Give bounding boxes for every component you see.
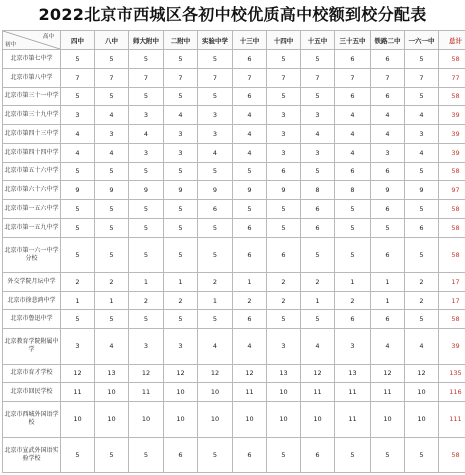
quota-cell: 7 [95, 68, 129, 87]
table-row [3, 106, 465, 125]
quota-cell: 5 [95, 237, 129, 272]
quota-cell: 3 [164, 143, 198, 162]
quota-cell: 2 [233, 291, 267, 310]
quota-cell: 12 [405, 364, 439, 383]
school-name-cell: 北京市回民学校 [3, 383, 61, 402]
corner-cell [3, 31, 61, 50]
quota-cell: 6 [198, 200, 233, 219]
quota-cell: 2 [164, 291, 198, 310]
table-row [3, 162, 465, 181]
quota-cell: 3 [267, 143, 301, 162]
quota-cell: 4 [233, 329, 267, 364]
quota-cell: 9 [198, 181, 233, 200]
total-cell: 58 [439, 87, 465, 106]
quota-cell: 1 [335, 272, 371, 291]
quota-cell: 6 [267, 162, 301, 181]
quota-cell: 12 [233, 364, 267, 383]
quota-cell: 5 [129, 218, 164, 237]
school-name-cell: 北京市第四十四中学 [3, 143, 61, 162]
school-name-cell: 北京教育学院附属中学 [3, 329, 61, 364]
total-cell: 17 [439, 291, 465, 310]
quota-cell: 6 [301, 200, 335, 219]
quota-cell: 8 [335, 181, 371, 200]
quota-cell: 7 [267, 68, 301, 87]
quota-cell: 2 [405, 291, 439, 310]
quota-cell: 5 [405, 200, 439, 219]
column-header: 二附中 [164, 31, 198, 50]
table-row [3, 50, 465, 69]
quota-cell: 10 [164, 402, 198, 437]
quota-cell: 10 [198, 383, 233, 402]
quota-cell: 2 [198, 272, 233, 291]
quota-cell: 10 [267, 402, 301, 437]
quota-cell: 5 [335, 237, 371, 272]
school-name-cell: 北京市第一六一中学分校 [3, 237, 61, 272]
quota-cell: 6 [267, 237, 301, 272]
quota-cell: 10 [371, 402, 405, 437]
quota-cell: 5 [129, 310, 164, 329]
quota-cell: 3 [61, 329, 95, 364]
quota-cell: 2 [61, 272, 95, 291]
quota-cell: 9 [233, 181, 267, 200]
quota-cell: 5 [301, 237, 335, 272]
quota-cell: 5 [164, 200, 198, 219]
quota-cell: 3 [129, 329, 164, 364]
quota-cell: 6 [301, 218, 335, 237]
quota-cell: 3 [95, 125, 129, 144]
quota-cell: 4 [233, 125, 267, 144]
quota-cell: 6 [164, 437, 198, 472]
quota-cell: 9 [95, 181, 129, 200]
quota-cell: 2 [267, 272, 301, 291]
table-row [3, 310, 465, 329]
quota-cell: 10 [164, 383, 198, 402]
quota-cell: 6 [233, 310, 267, 329]
quota-cell: 5 [371, 218, 405, 237]
column-header: 实验中学 [198, 31, 233, 50]
quota-cell: 5 [198, 87, 233, 106]
total-cell: 97 [439, 181, 465, 200]
quota-cell: 11 [61, 383, 95, 402]
quota-cell: 4 [371, 329, 405, 364]
total-cell: 58 [439, 200, 465, 219]
quota-cell: 5 [129, 200, 164, 219]
column-header: 十三中 [233, 31, 267, 50]
quota-cell: 13 [95, 364, 129, 383]
quota-cell: 5 [335, 437, 371, 472]
quota-cell: 5 [335, 200, 371, 219]
quota-cell: 5 [301, 50, 335, 69]
quota-cell: 5 [267, 87, 301, 106]
quota-cell: 4 [405, 143, 439, 162]
quota-cell: 6 [405, 218, 439, 237]
quota-cell: 4 [198, 143, 233, 162]
quota-cell: 5 [61, 200, 95, 219]
total-cell: 58 [439, 218, 465, 237]
quota-cell: 5 [164, 237, 198, 272]
quota-cell: 5 [95, 437, 129, 472]
quota-cell: 5 [267, 50, 301, 69]
quota-cell: 5 [95, 218, 129, 237]
school-name-cell: 北京市第三十九中学 [3, 106, 61, 125]
quota-cell: 8 [301, 181, 335, 200]
quota-cell: 9 [267, 181, 301, 200]
table-row [3, 218, 465, 237]
quota-cell: 6 [371, 50, 405, 69]
quota-cell: 5 [267, 310, 301, 329]
quota-cell: 6 [301, 437, 335, 472]
table-row [3, 237, 465, 272]
quota-cell: 5 [267, 437, 301, 472]
quota-cell: 10 [95, 402, 129, 437]
quota-cell: 2 [301, 272, 335, 291]
total-cell: 111 [439, 402, 465, 437]
quota-cell: 6 [233, 437, 267, 472]
quota-cell: 2 [129, 291, 164, 310]
quota-cell: 5 [61, 237, 95, 272]
quota-cell: 5 [198, 162, 233, 181]
quota-cell: 7 [371, 68, 405, 87]
quota-cell: 11 [301, 383, 335, 402]
quota-cell: 5 [129, 437, 164, 472]
quota-cell: 4 [164, 106, 198, 125]
quota-cell: 12 [371, 364, 405, 383]
table-row [3, 272, 465, 291]
quota-cell: 10 [267, 383, 301, 402]
quota-cell: 5 [129, 50, 164, 69]
quota-cell: 4 [335, 125, 371, 144]
quota-cell: 12 [198, 364, 233, 383]
quota-cell: 5 [61, 310, 95, 329]
quota-cell: 6 [335, 50, 371, 69]
quota-cell: 1 [233, 272, 267, 291]
school-name-cell: 北京市第四十三中学 [3, 125, 61, 144]
quota-cell: 10 [301, 402, 335, 437]
column-header: 一六一中 [405, 31, 439, 50]
quota-cell: 3 [198, 106, 233, 125]
quota-cell: 10 [405, 383, 439, 402]
quota-cell: 6 [371, 237, 405, 272]
quota-cell: 5 [267, 200, 301, 219]
quota-cell: 5 [95, 200, 129, 219]
quota-cell: 4 [198, 329, 233, 364]
school-name-cell: 北京市第一五九中学 [3, 218, 61, 237]
quota-cell: 1 [95, 291, 129, 310]
column-header: 师大附中 [129, 31, 164, 50]
quota-cell: 11 [335, 383, 371, 402]
quota-cell: 5 [61, 50, 95, 69]
quota-cell: 11 [335, 402, 371, 437]
total-cell: 17 [439, 272, 465, 291]
school-name-cell: 北京市西城外国语学校 [3, 402, 61, 437]
quota-cell: 12 [129, 364, 164, 383]
quota-cell: 4 [61, 125, 95, 144]
quota-cell: 7 [61, 68, 95, 87]
quota-cell: 13 [267, 364, 301, 383]
quota-cell: 1 [371, 272, 405, 291]
quota-cell: 4 [371, 125, 405, 144]
quota-cell: 5 [405, 87, 439, 106]
quota-cell: 5 [405, 237, 439, 272]
school-name-cell: 北京市鲁迅中学 [3, 310, 61, 329]
quota-cell: 6 [371, 162, 405, 181]
total-cell: 39 [439, 329, 465, 364]
quota-cell: 3 [335, 329, 371, 364]
school-name-cell: 北京市第三十一中学 [3, 87, 61, 106]
quota-cell: 2 [405, 272, 439, 291]
quota-cell: 6 [233, 50, 267, 69]
quota-cell: 9 [164, 181, 198, 200]
quota-cell: 10 [95, 383, 129, 402]
quota-cell: 5 [198, 237, 233, 272]
quota-cell: 6 [335, 87, 371, 106]
school-name-cell: 北京市徐悲鸿中学 [3, 291, 61, 310]
quota-cell: 5 [129, 87, 164, 106]
quota-cell: 11 [233, 383, 267, 402]
quota-cell: 10 [405, 402, 439, 437]
quota-cell: 9 [371, 181, 405, 200]
total-cell: 58 [439, 310, 465, 329]
page-title: 2022北京市西城区各初中校优质高中校额到校分配表 [38, 5, 427, 24]
table-row [3, 125, 465, 144]
quota-cell: 11 [371, 383, 405, 402]
column-header: 八中 [95, 31, 129, 50]
quota-cell: 3 [198, 125, 233, 144]
quota-cell: 6 [233, 87, 267, 106]
quota-cell: 10 [61, 402, 95, 437]
quota-cell: 2 [95, 272, 129, 291]
total-cell: 58 [439, 437, 465, 472]
table-row [3, 87, 465, 106]
allocation-table [2, 30, 465, 473]
header-row [3, 31, 465, 50]
total-cell: 77 [439, 68, 465, 87]
quota-cell: 5 [61, 437, 95, 472]
quota-cell: 5 [301, 310, 335, 329]
total-cell: 39 [439, 143, 465, 162]
quota-cell: 12 [301, 364, 335, 383]
total-cell: 58 [439, 237, 465, 272]
school-name-cell: 北京市育才学校 [3, 364, 61, 383]
quota-cell: 5 [198, 50, 233, 69]
quota-cell: 3 [129, 143, 164, 162]
school-name-cell: 北京市第八中学 [3, 68, 61, 87]
total-cell: 58 [439, 162, 465, 181]
quota-cell: 3 [267, 106, 301, 125]
quota-cell: 3 [405, 125, 439, 144]
quota-cell: 12 [61, 364, 95, 383]
table-row [3, 329, 465, 364]
quota-cell: 6 [371, 87, 405, 106]
quota-cell: 5 [301, 87, 335, 106]
table-row [3, 143, 465, 162]
quota-cell: 1 [61, 291, 95, 310]
table-row [3, 200, 465, 219]
quota-cell: 5 [164, 310, 198, 329]
column-header: 四中 [61, 31, 95, 50]
table-row [3, 383, 465, 402]
quota-cell: 3 [267, 125, 301, 144]
quota-cell: 5 [371, 437, 405, 472]
quota-cell: 13 [335, 364, 371, 383]
quota-cell: 3 [164, 329, 198, 364]
quota-cell: 4 [61, 143, 95, 162]
quota-cell: 1 [164, 272, 198, 291]
quota-cell: 5 [129, 162, 164, 181]
quota-cell: 5 [405, 50, 439, 69]
quota-cell: 1 [301, 291, 335, 310]
quota-cell: 5 [61, 162, 95, 181]
quota-cell: 4 [301, 329, 335, 364]
quota-cell: 5 [233, 200, 267, 219]
total-cell: 58 [439, 50, 465, 69]
quota-cell: 4 [233, 143, 267, 162]
quota-cell: 12 [164, 364, 198, 383]
quota-cell: 4 [301, 125, 335, 144]
school-name-cell: 北京市第一五六中学 [3, 200, 61, 219]
table-body [3, 50, 465, 473]
quota-cell: 11 [129, 383, 164, 402]
quota-cell: 5 [129, 237, 164, 272]
quota-cell: 6 [371, 200, 405, 219]
quota-cell: 5 [198, 437, 233, 472]
quota-cell: 3 [129, 106, 164, 125]
school-name-cell: 外交学院月坛中学 [3, 272, 61, 291]
quota-cell: 5 [95, 310, 129, 329]
total-cell: 39 [439, 106, 465, 125]
quota-cell: 6 [335, 310, 371, 329]
quota-cell: 5 [335, 218, 371, 237]
quota-cell: 4 [233, 106, 267, 125]
quota-cell: 9 [61, 181, 95, 200]
school-name-cell: 北京市宣武外国语实验学校 [3, 437, 61, 472]
quota-cell: 6 [371, 310, 405, 329]
quota-cell: 5 [61, 87, 95, 106]
quota-cell: 10 [233, 402, 267, 437]
quota-cell: 3 [301, 106, 335, 125]
table-row [3, 68, 465, 87]
quota-cell: 5 [164, 218, 198, 237]
corner-high-school-label: 高中 [42, 34, 54, 40]
column-header: 铁路二中 [371, 31, 405, 50]
quota-cell: 7 [164, 68, 198, 87]
quota-cell: 5 [198, 218, 233, 237]
quota-cell: 5 [198, 310, 233, 329]
quota-cell: 5 [267, 218, 301, 237]
quota-cell: 5 [164, 87, 198, 106]
quota-cell: 4 [405, 329, 439, 364]
quota-cell: 7 [335, 68, 371, 87]
corner-middle-school-label: 初中 [5, 42, 17, 48]
quota-cell: 4 [95, 143, 129, 162]
quota-cell: 5 [95, 87, 129, 106]
school-name-cell: 北京市第六十六中学 [3, 181, 61, 200]
table-row [3, 181, 465, 200]
column-header: 十五中 [301, 31, 335, 50]
quota-cell: 10 [198, 402, 233, 437]
quota-cell: 3 [267, 329, 301, 364]
quota-cell: 5 [61, 218, 95, 237]
total-cell: 135 [439, 364, 465, 383]
quota-cell: 3 [301, 143, 335, 162]
column-header: 十四中 [267, 31, 301, 50]
quota-cell: 4 [129, 125, 164, 144]
quota-cell: 5 [95, 162, 129, 181]
quota-cell: 4 [335, 106, 371, 125]
quota-cell: 5 [233, 162, 267, 181]
quota-cell: 1 [129, 272, 164, 291]
quota-cell: 6 [233, 237, 267, 272]
quota-cell: 4 [335, 143, 371, 162]
quota-cell: 1 [371, 291, 405, 310]
table-row [3, 291, 465, 310]
quota-cell: 4 [95, 329, 129, 364]
quota-cell: 10 [129, 402, 164, 437]
quota-cell: 4 [371, 106, 405, 125]
quota-cell: 2 [335, 291, 371, 310]
quota-cell: 3 [164, 125, 198, 144]
quota-cell: 5 [405, 310, 439, 329]
quota-cell: 5 [95, 50, 129, 69]
quota-cell: 4 [405, 106, 439, 125]
quota-cell: 9 [405, 181, 439, 200]
table-row [3, 402, 465, 437]
quota-cell: 7 [198, 68, 233, 87]
quota-cell: 5 [405, 162, 439, 181]
quota-cell: 9 [129, 181, 164, 200]
quota-cell: 3 [371, 143, 405, 162]
table-row [3, 364, 465, 383]
quota-cell: 4 [95, 106, 129, 125]
table-row [3, 437, 465, 472]
school-name-cell: 北京市第五十六中学 [3, 162, 61, 181]
quota-cell: 7 [233, 68, 267, 87]
quota-cell: 7 [301, 68, 335, 87]
quota-cell: 6 [233, 218, 267, 237]
quota-cell: 3 [61, 106, 95, 125]
quota-cell: 2 [267, 291, 301, 310]
quota-cell: 7 [129, 68, 164, 87]
quota-cell: 5 [405, 437, 439, 472]
quota-cell: 6 [335, 162, 371, 181]
quota-cell: 7 [405, 68, 439, 87]
total-cell: 39 [439, 125, 465, 144]
column-header-total: 总计 [439, 31, 465, 50]
quota-cell: 5 [301, 162, 335, 181]
column-header: 三十五中 [335, 31, 371, 50]
quota-cell: 5 [164, 50, 198, 69]
quota-cell: 1 [198, 291, 233, 310]
quota-cell: 5 [164, 162, 198, 181]
total-cell: 116 [439, 383, 465, 402]
school-name-cell: 北京市第七中学 [3, 50, 61, 69]
